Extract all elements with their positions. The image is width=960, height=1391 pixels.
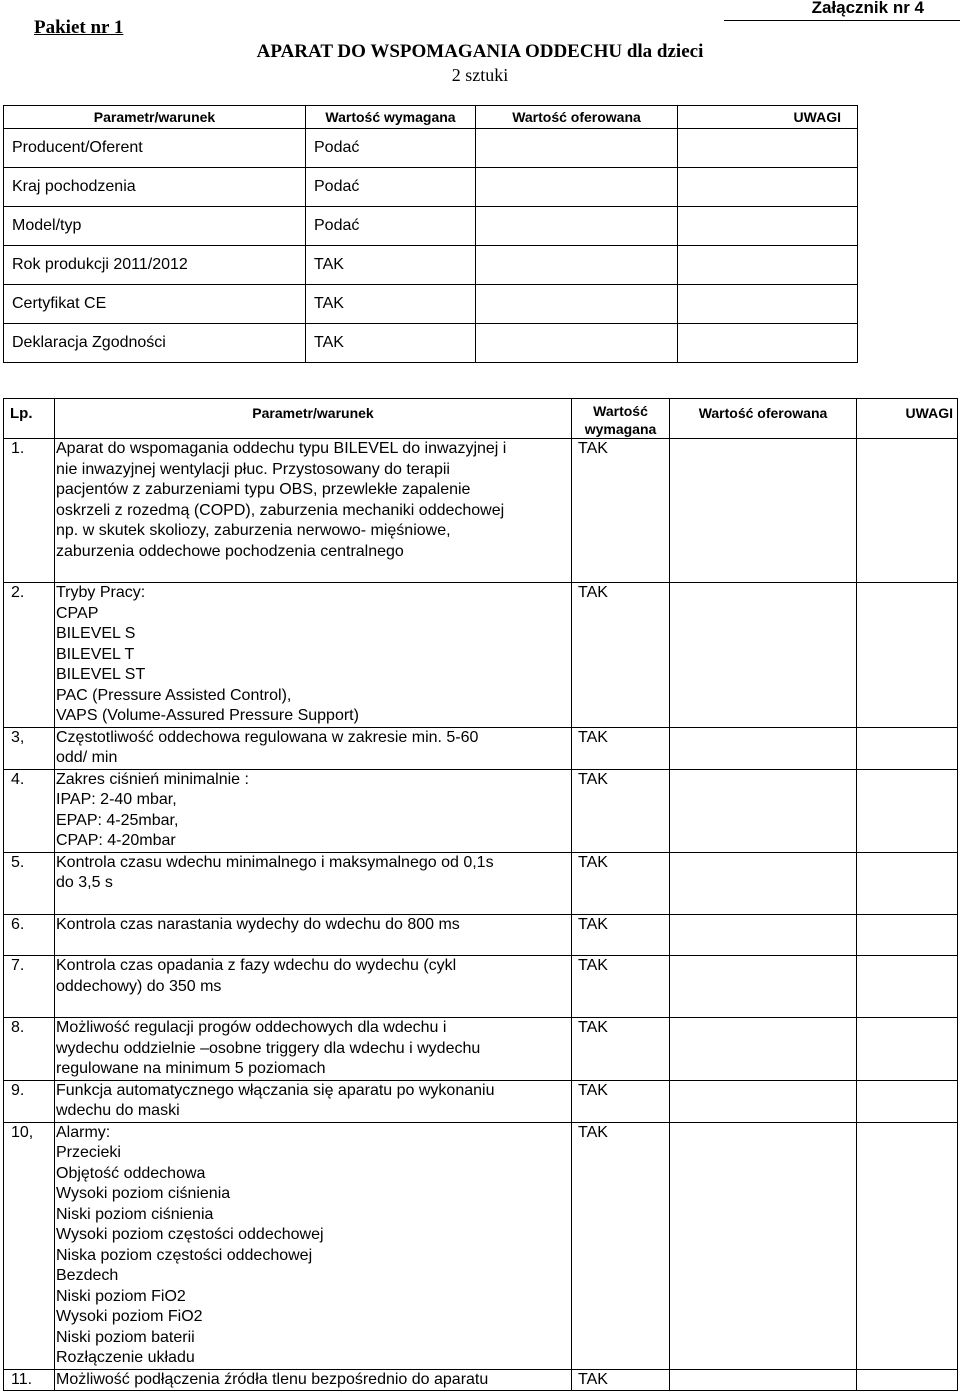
cell-parametr bbox=[55, 583, 572, 728]
cell-parametr-line: Niski poziom ciśnienia bbox=[56, 1205, 214, 1223]
cell-uwagi bbox=[857, 1369, 958, 1391]
table-row bbox=[4, 168, 858, 207]
parameters-table bbox=[3, 398, 958, 1391]
column-header-parametr: Parametr/warunek bbox=[4, 106, 306, 129]
cell-wymagana: TAK bbox=[572, 914, 670, 956]
cell-parametr bbox=[55, 727, 572, 769]
cell-parametr-line: Aparat do wspomagania oddechu typu BILEVEL do inwazyjnej i bbox=[56, 440, 507, 457]
table-row bbox=[4, 769, 958, 852]
cell-oferowana bbox=[476, 129, 678, 168]
cell-uwagi bbox=[857, 769, 958, 852]
cell-parametr-line: Wysoki poziom częstości oddechowej bbox=[56, 1226, 324, 1243]
cell-parametr-line: Wysoki poziom FiO2 bbox=[56, 1308, 203, 1325]
cell-uwagi bbox=[857, 1018, 958, 1081]
cell-parametr-line: CPAP: 4-20mbar bbox=[56, 832, 176, 849]
cell-parametr-line: Przecieki bbox=[56, 1144, 121, 1161]
cell-parametr-line: Częstotliwość oddechowa regulowana w zakresie min. 5-60 bbox=[56, 728, 479, 746]
cell-uwagi bbox=[857, 1122, 958, 1369]
column-header-wymagana bbox=[572, 399, 670, 439]
package-number: Pakiet nr 1 bbox=[34, 17, 124, 38]
cell-parametr-line: Funkcja automatycznego włączania się aparatu po wykonaniu bbox=[56, 1081, 495, 1099]
cell-uwagi bbox=[857, 439, 958, 583]
cell-wymagana: TAK bbox=[572, 727, 670, 769]
cell-parametr-line: zaburzenia oddechowe pochodzenia centralnego bbox=[56, 542, 404, 560]
cell-uwagi bbox=[857, 583, 958, 728]
cell-oferowana bbox=[670, 583, 857, 728]
cell-parametr bbox=[55, 956, 572, 1018]
cell-oferowana bbox=[670, 1369, 857, 1391]
cell-parametr: Rok produkcji 2011/2012 bbox=[4, 246, 306, 285]
cell-parametr-line: Rozłączenie układu bbox=[56, 1349, 195, 1366]
cell-parametr-line: EPAP: 4-25mbar, bbox=[56, 811, 179, 829]
cell-parametr-line: Niski poziom FiO2 bbox=[56, 1287, 186, 1305]
cell-uwagi bbox=[857, 914, 958, 956]
document-subtitle: 2 sztuki bbox=[451, 65, 509, 85]
cell-oferowana bbox=[670, 1122, 857, 1369]
cell-uwagi bbox=[678, 168, 858, 207]
cell-parametr bbox=[55, 1018, 572, 1081]
cell-oferowana bbox=[476, 168, 678, 207]
cell-parametr: Deklaracja Zgodności bbox=[4, 324, 306, 363]
cell-oferowana bbox=[670, 1080, 857, 1122]
table-row bbox=[4, 914, 958, 956]
cell-parametr-line: oddechowy) do 350 ms bbox=[56, 977, 222, 995]
cell-oferowana bbox=[670, 727, 857, 769]
cell-uwagi bbox=[857, 852, 958, 914]
cell-oferowana bbox=[670, 852, 857, 914]
cell-parametr bbox=[55, 1080, 572, 1122]
cell-parametr-line: Bezdech bbox=[56, 1267, 119, 1284]
cell-oferowana bbox=[670, 769, 857, 852]
cell-wymagana: Podać bbox=[306, 129, 476, 168]
cell-oferowana bbox=[476, 285, 678, 324]
cell-wymagana: Podać bbox=[306, 207, 476, 246]
cell-parametr-line: Kontrola czasu wdechu minimalnego i maksymalnego od 0,1s bbox=[56, 853, 494, 871]
general-info-table bbox=[3, 105, 858, 363]
cell-parametr-line: wdechu do maski bbox=[56, 1102, 180, 1119]
table-header-row bbox=[4, 106, 858, 129]
cell-oferowana bbox=[476, 324, 678, 363]
cell-parametr: Kraj pochodzenia bbox=[4, 168, 306, 207]
column-header-wymagana-line-2: wymagana bbox=[584, 421, 657, 437]
cell-parametr-line: Wysoki poziom ciśnienia bbox=[56, 1185, 231, 1202]
cell-parametr-line: wydechu oddzielnie –osobne triggery dla wdechu i wydechu bbox=[56, 1039, 481, 1057]
cell-uwagi bbox=[678, 129, 858, 168]
table-row bbox=[4, 1080, 958, 1122]
cell-parametr bbox=[55, 769, 572, 852]
cell-oferowana bbox=[476, 207, 678, 246]
cell-parametr-line: Objętość oddechowa bbox=[56, 1164, 206, 1182]
table-row bbox=[4, 129, 858, 168]
cell-oferowana bbox=[670, 914, 857, 956]
table-row bbox=[4, 439, 958, 583]
header-divider bbox=[724, 20, 960, 21]
attachment-number: Załącznik nr 4 bbox=[811, 0, 924, 17]
cell-oferowana bbox=[670, 439, 857, 583]
cell-parametr-line: BILEVEL S bbox=[56, 625, 136, 642]
column-header-uwagi: UWAGI bbox=[678, 106, 858, 129]
column-header-wymagana-line-1: Wartość bbox=[593, 403, 648, 419]
cell-uwagi bbox=[857, 1080, 958, 1122]
cell-parametr-line: Kontrola czas narastania wydechy do wdechu do 800 ms bbox=[56, 915, 460, 933]
table-header-row bbox=[4, 399, 958, 439]
cell-wymagana: TAK bbox=[572, 1080, 670, 1122]
cell-parametr-line: regulowane na minimum 5 poziomach bbox=[56, 1060, 326, 1077]
cell-lp: 8. bbox=[4, 1018, 55, 1081]
cell-parametr-line: pacjentów z zaburzeniami typu OBS, przewlekłe zapalenie bbox=[56, 481, 471, 498]
cell-parametr-line: CPAP bbox=[56, 604, 99, 622]
cell-parametr: Producent/Oferent bbox=[4, 129, 306, 168]
cell-wymagana: Podać bbox=[306, 168, 476, 207]
cell-parametr-line: nie inwazyjnej wentylacji płuc. Przystosowany do terapii bbox=[56, 460, 450, 478]
cell-parametr bbox=[55, 914, 572, 956]
column-header-wymagana: Wartość wymagana bbox=[306, 106, 476, 129]
column-header-uwagi: UWAGI bbox=[857, 399, 958, 439]
cell-lp: 2. bbox=[4, 583, 55, 728]
cell-parametr-line: Niski poziom baterii bbox=[56, 1328, 195, 1346]
cell-lp: 3, bbox=[4, 727, 55, 769]
cell-uwagi bbox=[678, 324, 858, 363]
cell-wymagana: TAK bbox=[306, 324, 476, 363]
table-row bbox=[4, 324, 858, 363]
cell-lp: 5. bbox=[4, 852, 55, 914]
cell-wymagana: TAK bbox=[572, 1018, 670, 1081]
cell-uwagi bbox=[678, 246, 858, 285]
cell-lp: 7. bbox=[4, 956, 55, 1018]
cell-wymagana: TAK bbox=[572, 852, 670, 914]
cell-parametr-line: Zakres ciśnień minimalnie : bbox=[56, 770, 249, 788]
cell-parametr-line: np. w skutek skoliozy, zaburzenia nerwowo- mięśniowe, bbox=[56, 522, 451, 539]
cell-oferowana bbox=[670, 956, 857, 1018]
cell-parametr bbox=[55, 439, 572, 583]
table-row bbox=[4, 727, 958, 769]
cell-oferowana bbox=[476, 246, 678, 285]
cell-parametr-line: Niska poziom częstości oddechowej bbox=[56, 1246, 313, 1264]
column-header-oferowana: Wartość oferowana bbox=[670, 399, 857, 439]
column-header-lp: Lp. bbox=[4, 399, 55, 439]
table-row bbox=[4, 207, 858, 246]
cell-wymagana: TAK bbox=[306, 246, 476, 285]
cell-wymagana: TAK bbox=[306, 285, 476, 324]
column-header-parametr: Parametr/warunek bbox=[55, 399, 572, 439]
cell-parametr-line: BILEVEL ST bbox=[56, 666, 146, 683]
table-row bbox=[4, 1018, 958, 1081]
cell-parametr-line: PAC (Pressure Assisted Control), bbox=[56, 686, 292, 704]
cell-wymagana: TAK bbox=[572, 956, 670, 1018]
cell-parametr-line: Alarmy: bbox=[56, 1123, 111, 1141]
cell-oferowana bbox=[670, 1018, 857, 1081]
cell-lp: 10, bbox=[4, 1122, 55, 1369]
cell-lp: 11. bbox=[4, 1369, 55, 1391]
table-row bbox=[4, 956, 958, 1018]
column-header-oferowana: Wartość oferowana bbox=[476, 106, 678, 129]
cell-uwagi bbox=[678, 207, 858, 246]
cell-parametr-line: Możliwość podłączenia źródła tlenu bezpośrednio do aparatu bbox=[56, 1370, 489, 1388]
table-row bbox=[4, 1122, 958, 1369]
cell-parametr-line: IPAP: 2-40 mbar, bbox=[56, 791, 177, 808]
cell-parametr-line: BILEVEL T bbox=[56, 645, 135, 663]
cell-uwagi bbox=[678, 285, 858, 324]
cell-lp: 9. bbox=[4, 1080, 55, 1122]
cell-wymagana: TAK bbox=[572, 439, 670, 583]
cell-wymagana: TAK bbox=[572, 1122, 670, 1369]
table-row bbox=[4, 852, 958, 914]
cell-parametr-line: odd/ min bbox=[56, 749, 118, 766]
cell-parametr-line: Możliwość regulacji progów oddechowych dla wdechu i bbox=[56, 1019, 447, 1036]
cell-uwagi bbox=[857, 727, 958, 769]
cell-parametr-line: VAPS (Volume-Assured Pressure Support) bbox=[56, 707, 359, 724]
cell-lp: 4. bbox=[4, 769, 55, 852]
cell-lp: 1. bbox=[4, 439, 55, 583]
cell-wymagana: TAK bbox=[572, 583, 670, 728]
cell-uwagi bbox=[857, 956, 958, 1018]
cell-wymagana: TAK bbox=[572, 1369, 670, 1391]
table-row bbox=[4, 246, 858, 285]
cell-parametr bbox=[55, 852, 572, 914]
document-title: APARAT DO WSPOMAGANIA ODDECHU dla dzieci bbox=[256, 41, 704, 62]
cell-wymagana: TAK bbox=[572, 769, 670, 852]
cell-parametr-line: do 3,5 s bbox=[56, 874, 113, 891]
cell-parametr bbox=[55, 1122, 572, 1369]
cell-parametr: Model/typ bbox=[4, 207, 306, 246]
table-row bbox=[4, 285, 858, 324]
cell-lp: 6. bbox=[4, 914, 55, 956]
table-row bbox=[4, 583, 958, 728]
cell-parametr-line: Kontrola czas opadania z fazy wdechu do wydechu (cykl bbox=[56, 957, 457, 974]
cell-parametr bbox=[55, 1369, 572, 1391]
cell-parametr-line: Tryby Pracy: bbox=[56, 584, 146, 601]
cell-parametr: Certyfikat CE bbox=[4, 285, 306, 324]
table-row bbox=[4, 1369, 958, 1391]
cell-parametr-line: oskrzeli z rozedmą (COPD), zaburzenia mechaniki oddechowej bbox=[56, 501, 505, 519]
